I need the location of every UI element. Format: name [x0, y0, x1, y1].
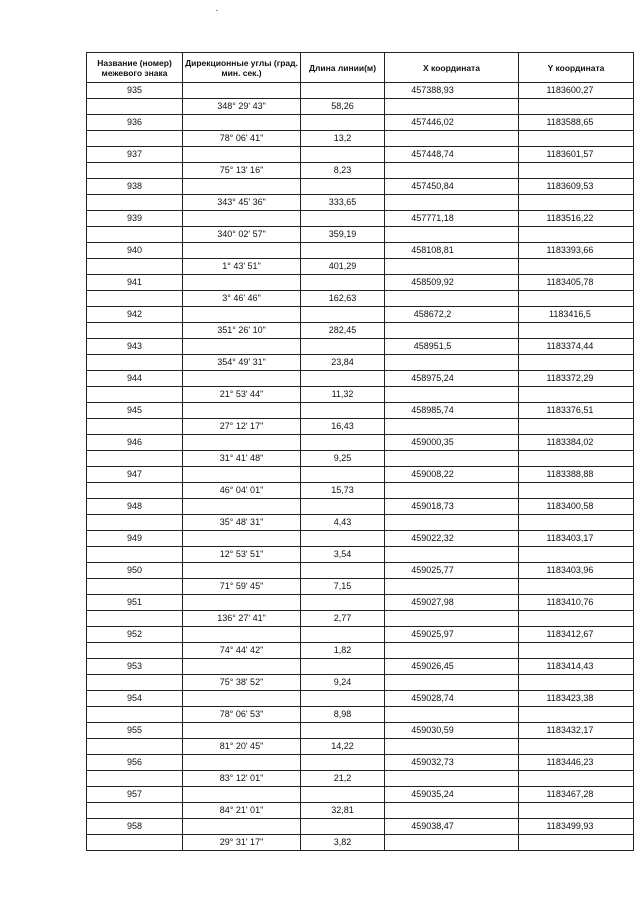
line-length: 9,24 — [301, 675, 385, 691]
empty-cell — [519, 771, 634, 787]
point-name: 945 — [87, 403, 183, 419]
direction-angle: 3° 46' 46" — [183, 291, 301, 307]
line-length: 7,15 — [301, 579, 385, 595]
x-coordinate: 457771,18 — [385, 211, 519, 227]
empty-cell — [301, 147, 385, 163]
boundary-points-table — [86, 52, 634, 851]
empty-cell — [385, 771, 519, 787]
direction-angle: 75° 13' 16" — [183, 163, 301, 179]
y-coordinate: 1183410,76 — [519, 595, 634, 611]
x-coordinate: 459028,74 — [385, 691, 519, 707]
point-row — [87, 723, 634, 739]
point-name: 946 — [87, 435, 183, 451]
empty-cell — [183, 499, 301, 515]
line-length: 21,2 — [301, 771, 385, 787]
point-row — [87, 691, 634, 707]
y-coordinate: 1183405,78 — [519, 275, 634, 291]
y-coordinate: 1183403,17 — [519, 531, 634, 547]
point-name: 939 — [87, 211, 183, 227]
x-coordinate: 459022,32 — [385, 531, 519, 547]
empty-cell — [519, 99, 634, 115]
empty-cell — [87, 803, 183, 819]
x-coordinate: 457448,74 — [385, 147, 519, 163]
segment-row — [87, 195, 634, 211]
segment-row — [87, 803, 634, 819]
empty-cell — [519, 579, 634, 595]
empty-cell — [519, 803, 634, 819]
empty-cell — [301, 563, 385, 579]
y-coordinate: 1183601,57 — [519, 147, 634, 163]
empty-cell — [519, 227, 634, 243]
line-length: 3,82 — [301, 835, 385, 851]
header-line-length: Длина линии(м) — [301, 53, 385, 83]
empty-cell — [519, 643, 634, 659]
empty-cell — [87, 547, 183, 563]
y-coordinate: 1183414,43 — [519, 659, 634, 675]
header-direction-angle: Дирекционные углы (град. мин. сек.) — [183, 53, 301, 83]
segment-row — [87, 643, 634, 659]
x-coordinate: 459008,22 — [385, 467, 519, 483]
empty-cell — [385, 451, 519, 467]
empty-cell — [519, 131, 634, 147]
empty-cell — [519, 419, 634, 435]
empty-cell — [385, 195, 519, 211]
empty-cell — [183, 371, 301, 387]
empty-cell — [87, 291, 183, 307]
empty-cell — [183, 275, 301, 291]
empty-cell — [385, 707, 519, 723]
empty-cell — [519, 451, 634, 467]
line-length: 9,25 — [301, 451, 385, 467]
empty-cell — [87, 771, 183, 787]
empty-cell — [301, 819, 385, 835]
empty-cell — [301, 403, 385, 419]
segment-row — [87, 547, 634, 563]
point-row — [87, 403, 634, 419]
point-row — [87, 179, 634, 195]
point-name: 938 — [87, 179, 183, 195]
empty-cell — [385, 515, 519, 531]
empty-cell — [87, 195, 183, 211]
line-length: 359,19 — [301, 227, 385, 243]
y-coordinate: 1183412,67 — [519, 627, 634, 643]
point-name: 952 — [87, 627, 183, 643]
empty-cell — [301, 595, 385, 611]
line-length: 401,29 — [301, 259, 385, 275]
segment-row — [87, 579, 634, 595]
point-row — [87, 211, 634, 227]
x-coordinate: 459035,24 — [385, 787, 519, 803]
direction-angle: 340° 02' 57" — [183, 227, 301, 243]
line-length: 3,54 — [301, 547, 385, 563]
empty-cell — [87, 131, 183, 147]
empty-cell — [385, 739, 519, 755]
point-name: 936 — [87, 115, 183, 131]
point-row — [87, 243, 634, 259]
table-body — [87, 83, 634, 851]
empty-cell — [87, 739, 183, 755]
point-name: 954 — [87, 691, 183, 707]
point-name: 957 — [87, 787, 183, 803]
empty-cell — [385, 643, 519, 659]
empty-cell — [301, 723, 385, 739]
point-row — [87, 467, 634, 483]
empty-cell — [519, 547, 634, 563]
header-y-coordinate: Y координата — [519, 53, 634, 83]
point-row — [87, 115, 634, 131]
y-coordinate: 1183376,51 — [519, 403, 634, 419]
point-name: 949 — [87, 531, 183, 547]
point-row — [87, 563, 634, 579]
point-row — [87, 595, 634, 611]
segment-row — [87, 291, 634, 307]
x-coordinate: 458509,92 — [385, 275, 519, 291]
direction-angle: 46° 04' 01" — [183, 483, 301, 499]
empty-cell — [87, 451, 183, 467]
empty-cell — [183, 403, 301, 419]
empty-cell — [385, 131, 519, 147]
empty-cell — [87, 323, 183, 339]
point-name: 953 — [87, 659, 183, 675]
direction-angle: 81° 20' 45" — [183, 739, 301, 755]
line-length: 58,26 — [301, 99, 385, 115]
empty-cell — [183, 307, 301, 323]
segment-row — [87, 99, 634, 115]
line-length: 4,43 — [301, 515, 385, 531]
empty-cell — [183, 563, 301, 579]
y-coordinate: 1183393,66 — [519, 243, 634, 259]
empty-cell — [87, 611, 183, 627]
empty-cell — [385, 259, 519, 275]
empty-cell — [87, 259, 183, 275]
empty-cell — [385, 291, 519, 307]
scan-speck — [216, 10, 218, 11]
direction-angle: 71° 59' 45" — [183, 579, 301, 595]
line-length: 282,45 — [301, 323, 385, 339]
direction-angle: 351° 26' 10" — [183, 323, 301, 339]
empty-cell — [519, 707, 634, 723]
segment-row — [87, 387, 634, 403]
point-row — [87, 659, 634, 675]
line-length: 333,65 — [301, 195, 385, 211]
empty-cell — [183, 243, 301, 259]
empty-cell — [183, 179, 301, 195]
empty-cell — [87, 579, 183, 595]
header-point-name: Название (номер) межевого знака — [87, 53, 183, 83]
x-coordinate: 458975,24 — [385, 371, 519, 387]
empty-cell — [87, 483, 183, 499]
point-row — [87, 499, 634, 515]
empty-cell — [301, 691, 385, 707]
line-length: 23,84 — [301, 355, 385, 371]
empty-cell — [183, 819, 301, 835]
segment-row — [87, 451, 634, 467]
y-coordinate: 1183446,23 — [519, 755, 634, 771]
segment-row — [87, 131, 634, 147]
x-coordinate: 459025,97 — [385, 627, 519, 643]
direction-angle: 354° 49' 31" — [183, 355, 301, 371]
point-name: 940 — [87, 243, 183, 259]
empty-cell — [183, 435, 301, 451]
empty-cell — [183, 723, 301, 739]
x-coordinate: 458108,81 — [385, 243, 519, 259]
segment-row — [87, 771, 634, 787]
direction-angle: 21° 53' 44" — [183, 387, 301, 403]
line-length: 2,77 — [301, 611, 385, 627]
direction-angle: 343° 45' 36" — [183, 195, 301, 211]
empty-cell — [519, 323, 634, 339]
y-coordinate: 1183388,88 — [519, 467, 634, 483]
empty-cell — [301, 499, 385, 515]
direction-angle: 78° 06' 53" — [183, 707, 301, 723]
empty-cell — [385, 579, 519, 595]
point-row — [87, 371, 634, 387]
empty-cell — [519, 483, 634, 499]
empty-cell — [519, 195, 634, 211]
direction-angle: 74° 44' 42" — [183, 643, 301, 659]
y-coordinate: 1183423,38 — [519, 691, 634, 707]
point-row — [87, 787, 634, 803]
empty-cell — [519, 163, 634, 179]
y-coordinate: 1183516,22 — [519, 211, 634, 227]
empty-cell — [385, 387, 519, 403]
point-row — [87, 627, 634, 643]
point-name: 955 — [87, 723, 183, 739]
y-coordinate: 1183400,58 — [519, 499, 634, 515]
empty-cell — [87, 515, 183, 531]
segment-row — [87, 739, 634, 755]
line-length: 16,43 — [301, 419, 385, 435]
empty-cell — [519, 835, 634, 851]
segment-row — [87, 227, 634, 243]
direction-angle: 136° 27' 41" — [183, 611, 301, 627]
point-row — [87, 755, 634, 771]
x-coordinate: 458672,2 — [385, 307, 519, 323]
empty-cell — [87, 643, 183, 659]
direction-angle: 35° 48' 31" — [183, 515, 301, 531]
x-coordinate: 459000,35 — [385, 435, 519, 451]
point-row — [87, 83, 634, 99]
empty-cell — [87, 419, 183, 435]
empty-cell — [519, 291, 634, 307]
point-row — [87, 147, 634, 163]
empty-cell — [87, 163, 183, 179]
x-coordinate: 457388,93 — [385, 83, 519, 99]
empty-cell — [385, 835, 519, 851]
empty-cell — [301, 659, 385, 675]
y-coordinate: 1183372,29 — [519, 371, 634, 387]
y-coordinate: 1183384,02 — [519, 435, 634, 451]
direction-angle: 29° 31' 17" — [183, 835, 301, 851]
direction-angle: 78° 06' 41" — [183, 131, 301, 147]
empty-cell — [301, 467, 385, 483]
segment-row — [87, 259, 634, 275]
y-coordinate: 1183403,96 — [519, 563, 634, 579]
empty-cell — [301, 531, 385, 547]
empty-cell — [519, 739, 634, 755]
empty-cell — [385, 675, 519, 691]
line-length: 15,73 — [301, 483, 385, 499]
line-length: 8,23 — [301, 163, 385, 179]
empty-cell — [519, 515, 634, 531]
point-name: 950 — [87, 563, 183, 579]
point-name: 942 — [87, 307, 183, 323]
y-coordinate: 1183467,28 — [519, 787, 634, 803]
empty-cell — [183, 115, 301, 131]
x-coordinate: 457450,84 — [385, 179, 519, 195]
direction-angle: 1° 43' 51" — [183, 259, 301, 275]
empty-cell — [183, 787, 301, 803]
empty-cell — [87, 227, 183, 243]
empty-cell — [301, 211, 385, 227]
header-x-coordinate: X координата — [385, 53, 519, 83]
empty-cell — [301, 275, 385, 291]
empty-cell — [183, 595, 301, 611]
empty-cell — [385, 419, 519, 435]
direction-angle: 27° 12' 17" — [183, 419, 301, 435]
y-coordinate: 1183600,27 — [519, 83, 634, 99]
empty-cell — [301, 435, 385, 451]
empty-cell — [301, 371, 385, 387]
empty-cell — [301, 755, 385, 771]
empty-cell — [183, 755, 301, 771]
y-coordinate: 1183609,53 — [519, 179, 634, 195]
empty-cell — [183, 659, 301, 675]
point-row — [87, 275, 634, 291]
empty-cell — [519, 611, 634, 627]
direction-angle: 84° 21' 01" — [183, 803, 301, 819]
y-coordinate: 1183588,65 — [519, 115, 634, 131]
empty-cell — [301, 339, 385, 355]
segment-row — [87, 355, 634, 371]
empty-cell — [385, 227, 519, 243]
line-length: 13,2 — [301, 131, 385, 147]
y-coordinate: 1183416,5 — [519, 307, 634, 323]
empty-cell — [519, 675, 634, 691]
empty-cell — [87, 99, 183, 115]
empty-cell — [183, 339, 301, 355]
x-coordinate: 458985,74 — [385, 403, 519, 419]
point-row — [87, 819, 634, 835]
empty-cell — [385, 483, 519, 499]
point-row — [87, 307, 634, 323]
empty-cell — [87, 387, 183, 403]
x-coordinate: 459030,59 — [385, 723, 519, 739]
direction-angle: 75° 38' 52" — [183, 675, 301, 691]
line-length: 11,32 — [301, 387, 385, 403]
segment-row — [87, 707, 634, 723]
empty-cell — [87, 835, 183, 851]
empty-cell — [183, 691, 301, 707]
point-name: 958 — [87, 819, 183, 835]
segment-row — [87, 483, 634, 499]
point-row — [87, 531, 634, 547]
y-coordinate: 1183499,93 — [519, 819, 634, 835]
empty-cell — [301, 115, 385, 131]
empty-cell — [301, 787, 385, 803]
empty-cell — [301, 627, 385, 643]
empty-cell — [385, 323, 519, 339]
empty-cell — [183, 147, 301, 163]
line-length: 14,22 — [301, 739, 385, 755]
x-coordinate: 457446,02 — [385, 115, 519, 131]
empty-cell — [385, 99, 519, 115]
point-name: 951 — [87, 595, 183, 611]
empty-cell — [301, 307, 385, 323]
direction-angle: 31° 41' 48" — [183, 451, 301, 467]
x-coordinate: 458951,5 — [385, 339, 519, 355]
segment-row — [87, 419, 634, 435]
point-name: 956 — [87, 755, 183, 771]
line-length: 32,81 — [301, 803, 385, 819]
x-coordinate: 459018,73 — [385, 499, 519, 515]
empty-cell — [183, 83, 301, 99]
y-coordinate: 1183432,17 — [519, 723, 634, 739]
empty-cell — [87, 707, 183, 723]
x-coordinate: 459026,45 — [385, 659, 519, 675]
point-name: 937 — [87, 147, 183, 163]
empty-cell — [87, 675, 183, 691]
empty-cell — [385, 547, 519, 563]
segment-row — [87, 515, 634, 531]
empty-cell — [301, 179, 385, 195]
direction-angle: 348° 29' 43" — [183, 99, 301, 115]
x-coordinate: 459032,73 — [385, 755, 519, 771]
table-header-row — [87, 53, 634, 83]
point-row — [87, 339, 634, 355]
empty-cell — [385, 803, 519, 819]
empty-cell — [301, 243, 385, 259]
empty-cell — [183, 531, 301, 547]
x-coordinate: 459027,98 — [385, 595, 519, 611]
point-name: 944 — [87, 371, 183, 387]
point-row — [87, 435, 634, 451]
y-coordinate: 1183374,44 — [519, 339, 634, 355]
line-length: 1,82 — [301, 643, 385, 659]
empty-cell — [519, 387, 634, 403]
point-name: 947 — [87, 467, 183, 483]
direction-angle: 12° 53' 51" — [183, 547, 301, 563]
empty-cell — [519, 259, 634, 275]
empty-cell — [385, 163, 519, 179]
segment-row — [87, 835, 634, 851]
point-name: 948 — [87, 499, 183, 515]
line-length: 162,63 — [301, 291, 385, 307]
empty-cell — [183, 211, 301, 227]
empty-cell — [301, 83, 385, 99]
point-name: 943 — [87, 339, 183, 355]
x-coordinate: 459025,77 — [385, 563, 519, 579]
line-length: 8,98 — [301, 707, 385, 723]
empty-cell — [183, 467, 301, 483]
empty-cell — [385, 355, 519, 371]
x-coordinate: 459038,47 — [385, 819, 519, 835]
direction-angle: 83° 12' 01" — [183, 771, 301, 787]
segment-row — [87, 675, 634, 691]
empty-cell — [385, 611, 519, 627]
empty-cell — [519, 355, 634, 371]
segment-row — [87, 611, 634, 627]
point-name: 935 — [87, 83, 183, 99]
empty-cell — [183, 627, 301, 643]
segment-row — [87, 163, 634, 179]
empty-cell — [87, 355, 183, 371]
point-name: 941 — [87, 275, 183, 291]
segment-row — [87, 323, 634, 339]
